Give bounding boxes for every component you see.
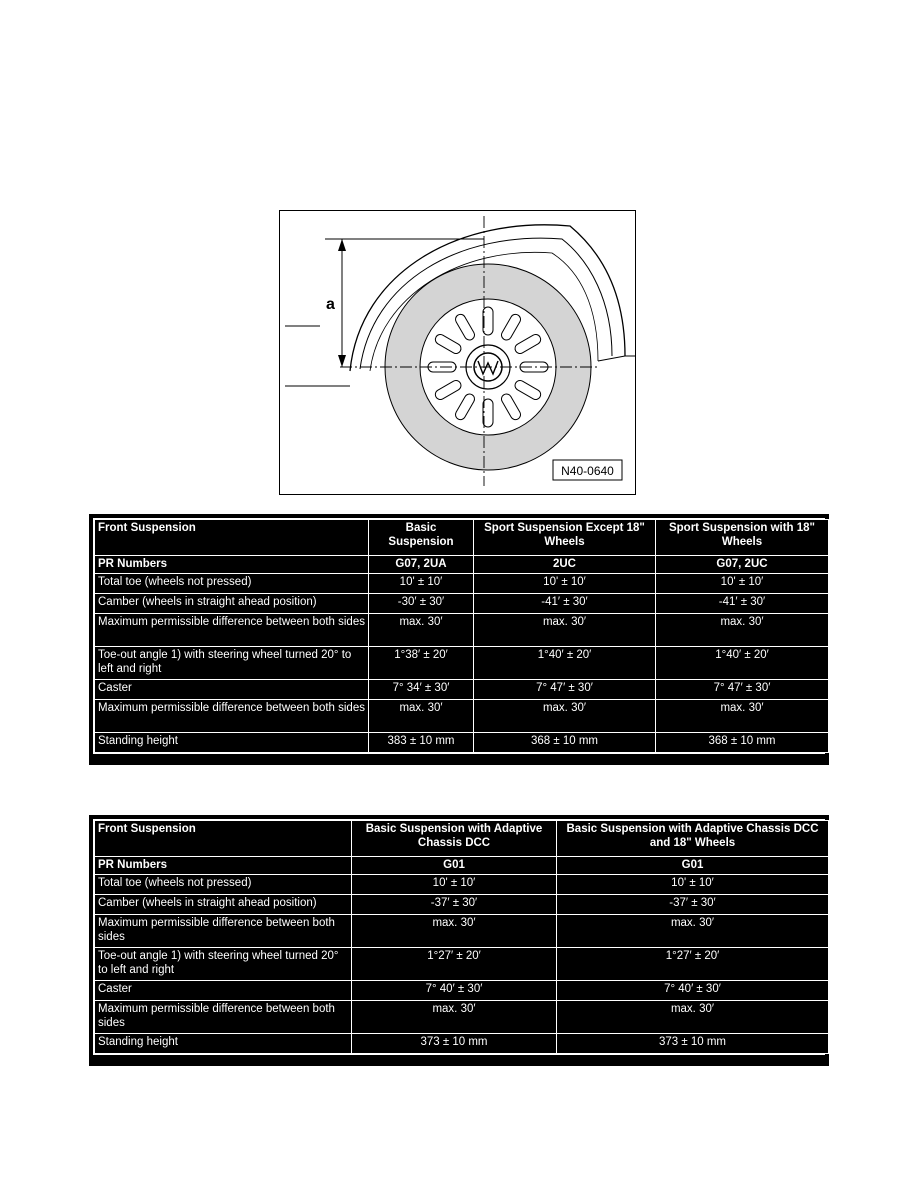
cell-value: max. 30′ (656, 700, 829, 733)
table-row (95, 680, 829, 700)
cell-value: 10' ± 10′ (352, 875, 557, 895)
cell-value: 368 ± 10 mm (656, 733, 829, 753)
table-row (95, 915, 829, 948)
cell-value: 7° 40′ ± 30′ (352, 981, 557, 1001)
row-label: Standing height (95, 733, 369, 753)
cell-value: G01 (352, 857, 557, 875)
table-header-row (95, 821, 829, 857)
cell-value: 1°38′ ± 20′ (369, 647, 474, 680)
cell-value: 7° 34′ ± 30′ (369, 680, 474, 700)
cell-value: 383 ± 10 mm (369, 733, 474, 753)
table-row (95, 733, 829, 753)
cell-value: max. 30′ (369, 614, 474, 647)
header-basic-dcc-18: Basic Suspension with Adaptive Chassis DCC and 18" Wheels (557, 821, 829, 857)
cell-value: 10' ± 10′ (656, 574, 829, 594)
row-label: Standing height (95, 1034, 352, 1054)
table-row (95, 1034, 829, 1054)
table-row (95, 895, 829, 915)
cell-value: 10' ± 10′ (369, 574, 474, 594)
cell-value: 10' ± 10′ (474, 574, 656, 594)
cell-value: 10' ± 10′ (557, 875, 829, 895)
cell-value: max. 30′ (474, 614, 656, 647)
row-label: Caster (95, 680, 369, 700)
cell-value: 7° 47′ ± 30′ (656, 680, 829, 700)
table-row (95, 857, 829, 875)
front-suspension-table-2 (89, 815, 829, 1066)
cell-value: 1°27′ ± 20′ (352, 948, 557, 981)
table-row (95, 647, 829, 680)
cell-value: 373 ± 10 mm (352, 1034, 557, 1054)
cell-value: 1°40′ ± 20′ (474, 647, 656, 680)
front-suspension-table-1 (89, 514, 829, 765)
row-label: PR Numbers (95, 556, 369, 574)
header-sport-except-18: Sport Suspension Except 18" Wheels (474, 520, 656, 556)
row-label: PR Numbers (95, 857, 352, 875)
row-label: Toe-out angle 1) with steering wheel turned 20° to left and right (95, 948, 352, 981)
cell-value: 7° 40′ ± 30′ (557, 981, 829, 1001)
cell-value: max. 30′ (352, 915, 557, 948)
row-label: Maximum permissible difference between both sides (95, 1001, 352, 1034)
row-label: Maximum permissible difference between both sides (95, 614, 369, 647)
cell-value: -41′ ± 30′ (474, 594, 656, 614)
table-row (95, 594, 829, 614)
dimension-label-a: a (326, 296, 335, 313)
row-label: Caster (95, 981, 352, 1001)
header-front-suspension: Front Suspension (95, 821, 352, 857)
cell-value: max. 30′ (474, 700, 656, 733)
row-label: Camber (wheels in straight ahead position) (95, 594, 369, 614)
table-row (95, 981, 829, 1001)
cell-value: -37′ ± 30′ (352, 895, 557, 915)
header-sport-with-18: Sport Suspension with 18" Wheels (656, 520, 829, 556)
cell-value: max. 30′ (557, 915, 829, 948)
cell-value: G07, 2UA (369, 556, 474, 574)
table-header-row (95, 520, 829, 556)
row-label: Toe-out angle 1) with steering wheel turned 20° to left and right (95, 647, 369, 680)
cell-value: -41′ ± 30′ (656, 594, 829, 614)
cell-value: G07, 2UC (656, 556, 829, 574)
cell-value: G01 (557, 857, 829, 875)
cell-value: 7° 47′ ± 30′ (474, 680, 656, 700)
table-row (95, 700, 829, 733)
cell-value: 368 ± 10 mm (474, 733, 656, 753)
row-label: Maximum permissible difference between both sides (95, 915, 352, 948)
row-label: Maximum permissible difference between both sides (95, 700, 369, 733)
table-row (95, 948, 829, 981)
cell-value: 1°40′ ± 20′ (656, 647, 829, 680)
row-label: Total toe (wheels not pressed) (95, 574, 369, 594)
cell-value: 2UC (474, 556, 656, 574)
header-basic-suspension: Basic Suspension (369, 520, 474, 556)
row-label: Total toe (wheels not pressed) (95, 875, 352, 895)
figure-code: N40-0640 (561, 464, 614, 478)
cell-value: 1°27′ ± 20′ (557, 948, 829, 981)
cell-value: 373 ± 10 mm (557, 1034, 829, 1054)
table-row (95, 556, 829, 574)
wheel-arch-illustration (280, 211, 636, 495)
wheel-height-diagram (279, 210, 636, 495)
table-row (95, 614, 829, 647)
cell-value: -37′ ± 30′ (557, 895, 829, 915)
table-row (95, 1001, 829, 1034)
cell-value: max. 30′ (369, 700, 474, 733)
header-front-suspension: Front Suspension (95, 520, 369, 556)
header-basic-dcc: Basic Suspension with Adaptive Chassis DCC (352, 821, 557, 857)
cell-value: max. 30′ (656, 614, 829, 647)
row-label: Camber (wheels in straight ahead position) (95, 895, 352, 915)
cell-value: max. 30′ (352, 1001, 557, 1034)
cell-value: -30′ ± 30′ (369, 594, 474, 614)
cell-value: max. 30′ (557, 1001, 829, 1034)
table-row (95, 875, 829, 895)
table-row (95, 574, 829, 594)
